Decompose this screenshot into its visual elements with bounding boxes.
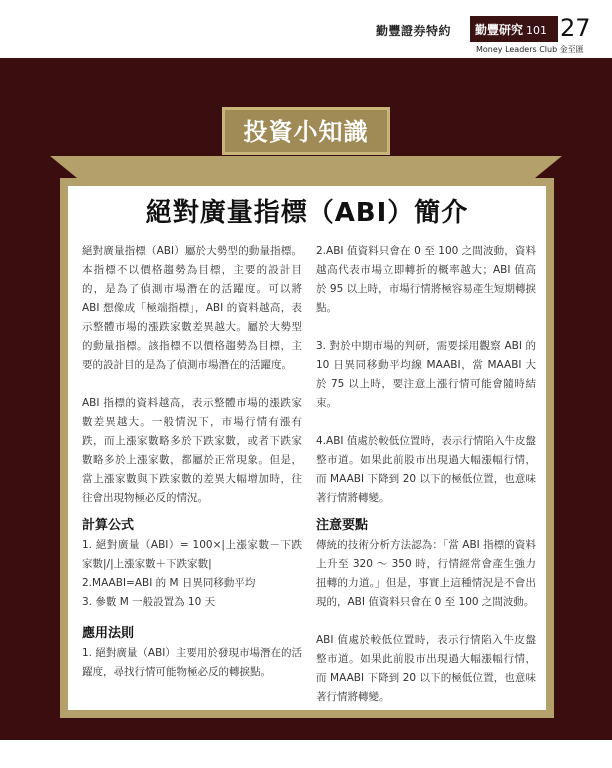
club-label: Money Leaders Club 金至匯 — [476, 45, 584, 54]
formula-heading: 計算公式 — [82, 518, 135, 533]
formula-line-3: 3. 參數 M 一般設置為 10 天 — [82, 596, 216, 608]
caution-paragraph-1: 傳統的技術分析方法認為：「當 ABI 指標的資料上升至 320 ～ 350 時，行情經常會產生強力扭轉的力道。」但是，事實上這種情況是不會出現的，ABI 值資料只會在 0 至 100 之間波動。 — [316, 539, 536, 608]
banner-title: 投資小知識 — [243, 118, 369, 146]
bottom-margin — [0, 740, 612, 768]
page-number: 27 — [560, 14, 591, 42]
section-number: 101 — [526, 24, 548, 37]
caution-heading: 注意要點 — [316, 518, 369, 533]
article-title: 絕對廣量指標（ABI）簡介 — [145, 198, 469, 228]
usage-rule-1: 1. 絕對廣量（ABI）主要用於發現市場潛在的活躍度，尋找行情可能物極必反的轉捩點。 — [82, 647, 302, 678]
page-header — [0, 0, 612, 58]
formula-line-2: 2.MAABI=ABI 的 M 日異同移動平均 — [82, 577, 256, 589]
left-column — [82, 242, 302, 682]
intro-paragraph-2: ABI 指標的資料越高，表示整體市場的漲跌家數差異越大。一般情況下，市場行情有漲有跌，而上漲家數略多於下跌家數，或者下跌家數略多於上漲家數，都屬於正常現象。但是，當上漲家數與下跌家數的差異大幅增加時，往往會出現物極必反的情況。 — [82, 397, 302, 504]
right-column — [316, 242, 536, 707]
usage-heading: 應用法則 — [82, 626, 135, 641]
section-name: 勤豐研究 — [475, 23, 524, 37]
usage-rule-2: 2.ABI 值資料只會在 0 至 100 之間波動，資料越高代表市場立即轉折的概率越大；ABI 值高於 95 以上時，市場行情將極容易產生短期轉捩點。 — [316, 245, 536, 314]
publisher-label: 勤豐證券特約 — [376, 24, 452, 38]
intro-paragraph-1: 絕對廣量指標（ABI）屬於大勢型的動量指標。本指標不以價格趨勢為目標，主要的設計目的，是為了偵測市場潛在的活躍度。可以將 ABI 想像成「極端指標」，ABI 的資料越高，表示整體市場的漲跌家數差異越大。屬於大勢型的動量指標。該指標不以價格趨勢為目標，主要的設計目的是為了偵測市場潛在的活躍度。 — [82, 245, 302, 371]
usage-rule-4: 4.ABI 值處於較低位置時，表示行情陷入牛皮盤整市道。如果此前股市出現過大幅漲幅行情，而 MAABI 下降到 20 以下的極低位置，也意味著行情將轉變。 — [316, 435, 536, 504]
section-label — [475, 21, 547, 38]
caution-paragraph-2: ABI 值處於較低位置時，表示行情陷入牛皮盤整市道。如果此前股市出現過大幅漲幅行情，而 MAABI 下降到 20 以下的極低位置，也意味著行情將轉變。 — [316, 634, 536, 703]
usage-rule-3: 3. 對於中期市場的判研，需要採用觀察 ABI 的 10 日異同移動平均線 MAABI，當 MAABI 大於 75 以上時，要注意上漲行情可能會隨時結束。 — [316, 340, 536, 409]
formula-line-1: 1. 絕對廣量（ABI）= 100×|上漲家數－下跌家數|/|上漲家數＋下跌家數| — [82, 539, 302, 570]
